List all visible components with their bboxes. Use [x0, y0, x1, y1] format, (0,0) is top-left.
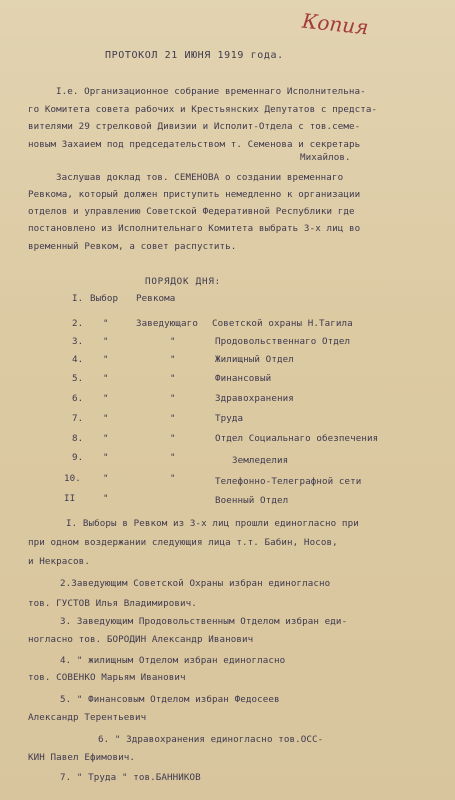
agenda-col1: Выбор	[90, 293, 119, 304]
agenda-col2: "	[170, 393, 176, 404]
agenda-col1: "	[103, 318, 109, 329]
agenda-col2: "	[170, 336, 176, 347]
intro-line-5: Михайлов.	[300, 152, 351, 163]
agenda-col2: "	[170, 413, 176, 424]
agenda-col1: "	[103, 393, 109, 404]
agenda-col2: Ревкома	[136, 293, 176, 304]
resolution-line-10: 5. " Финансовым Отделом избран Федосеев	[60, 694, 280, 705]
agenda-num: 2.	[72, 318, 84, 329]
agenda-num: 6.	[72, 393, 84, 404]
agenda-col3: Телефонно-Телеграфной сети	[215, 476, 362, 487]
report-line-4: постановлено из Исполнительнаго Комитета выбрать 3-х лиц во	[28, 223, 361, 234]
agenda-num: 9.	[72, 452, 84, 463]
intro-line-2: го Комитета совета рабочих и Крестьянских Депутатов с предста-	[28, 104, 378, 115]
agenda-col2: "	[170, 452, 176, 463]
agenda-col2: "	[170, 473, 176, 484]
agenda-num: I.	[72, 293, 84, 304]
handwritten-note: Копия	[301, 8, 371, 40]
report-line-3: отделов и управлению Советской Федеративной Республики где	[28, 206, 355, 217]
agenda-col1: "	[103, 493, 109, 504]
agenda-num: 5.	[72, 373, 84, 384]
agenda-num: II	[64, 493, 76, 504]
report-line-5: временный Ревком, а совет распустить.	[28, 241, 237, 252]
intro-line-1: I.е. Организационное собрание временнаго Исполнительна-	[56, 86, 366, 97]
resolution-line-12: 6. " Здравохранения единогласно тов.ОСС-	[98, 734, 324, 745]
agenda-num: 3.	[72, 336, 84, 347]
agenda-col3: Советской охраны Н.Тагила	[212, 318, 353, 329]
intro-line-3: вителями 29 стрелковой Дивизии и Исполит-Отдела с тов.семе-	[28, 121, 361, 132]
report-line-2: Ревкома, который должен приступить немедленно к организации	[28, 189, 361, 200]
agenda-col1: "	[103, 473, 109, 484]
agenda-col1: "	[103, 354, 109, 365]
agenda-col3: Военный Отдел	[215, 495, 289, 506]
agenda-col2: "	[170, 373, 176, 384]
agenda-col3: Труда	[215, 413, 244, 424]
resolution-line-11: Александр Терентьевич	[28, 712, 147, 723]
agenda-num: 8.	[72, 433, 84, 444]
agenda-col3: Отдел Социальнаго обезпечения	[215, 433, 379, 444]
agenda-col1: "	[103, 433, 109, 444]
agenda-num: 10.	[64, 473, 81, 484]
agenda-title: ПОРЯДОК ДНЯ:	[145, 276, 221, 287]
agenda-col3: Финансовый	[215, 373, 272, 384]
report-line-1: Заслушав доклад тов. СЕМЕНОВА о создании временнаго	[56, 172, 344, 183]
resolution-line-14: 7. " Труда " тов.БАННИКОВ	[60, 772, 201, 783]
agenda-col1: "	[103, 373, 109, 384]
agenda-col2: "	[170, 354, 176, 365]
agenda-col2: "	[170, 433, 176, 444]
agenda-col1: "	[103, 452, 109, 463]
agenda-col3: Земледелия	[232, 455, 289, 466]
agenda-col3: Здравохранения	[215, 393, 294, 404]
agenda-num: 7.	[72, 413, 84, 424]
agenda-col3: Продовольственнаго Отдел	[215, 336, 351, 347]
protocol-title: ПРОТОКОЛ 21 ИЮНЯ 1919 года.	[105, 50, 284, 61]
resolution-line-7: ногласно тов. БОРОДИН Александр Иванович	[28, 634, 254, 645]
resolution-line-2: при одном воздержании следующия лица т.т. Бабин, Носов,	[28, 537, 338, 548]
agenda-col1: "	[103, 413, 109, 424]
resolution-line-9: тов. СОВЕНКО Марьям Иванович	[28, 672, 186, 683]
resolution-line-3: и Некрасов.	[28, 556, 90, 567]
agenda-col1: "	[103, 336, 109, 347]
resolution-line-13: КИН Павел Ефимович.	[28, 752, 135, 763]
resolution-line-6: 3. Заведующим Продовольственным Отделом избран еди-	[60, 616, 348, 627]
resolution-line-5: тов. ГУСТОВ Илья Владимирович.	[28, 598, 197, 609]
resolution-line-8: 4. " жилищным Отделом избран единогласно	[60, 655, 286, 666]
resolution-line-1: I. Выборы в Ревком из 3-х лиц прошли единогласно при	[66, 518, 359, 529]
resolution-line-4: 2.Заведующим Советской Охраны избран единогласно	[60, 578, 331, 589]
agenda-col3: Жилищный Отдел	[215, 354, 294, 365]
intro-line-4: новым Захаием под председательством т. Семенова и секретарь	[28, 139, 361, 150]
agenda-num: 4.	[72, 354, 84, 365]
agenda-col2: Заведующаго	[136, 318, 198, 329]
